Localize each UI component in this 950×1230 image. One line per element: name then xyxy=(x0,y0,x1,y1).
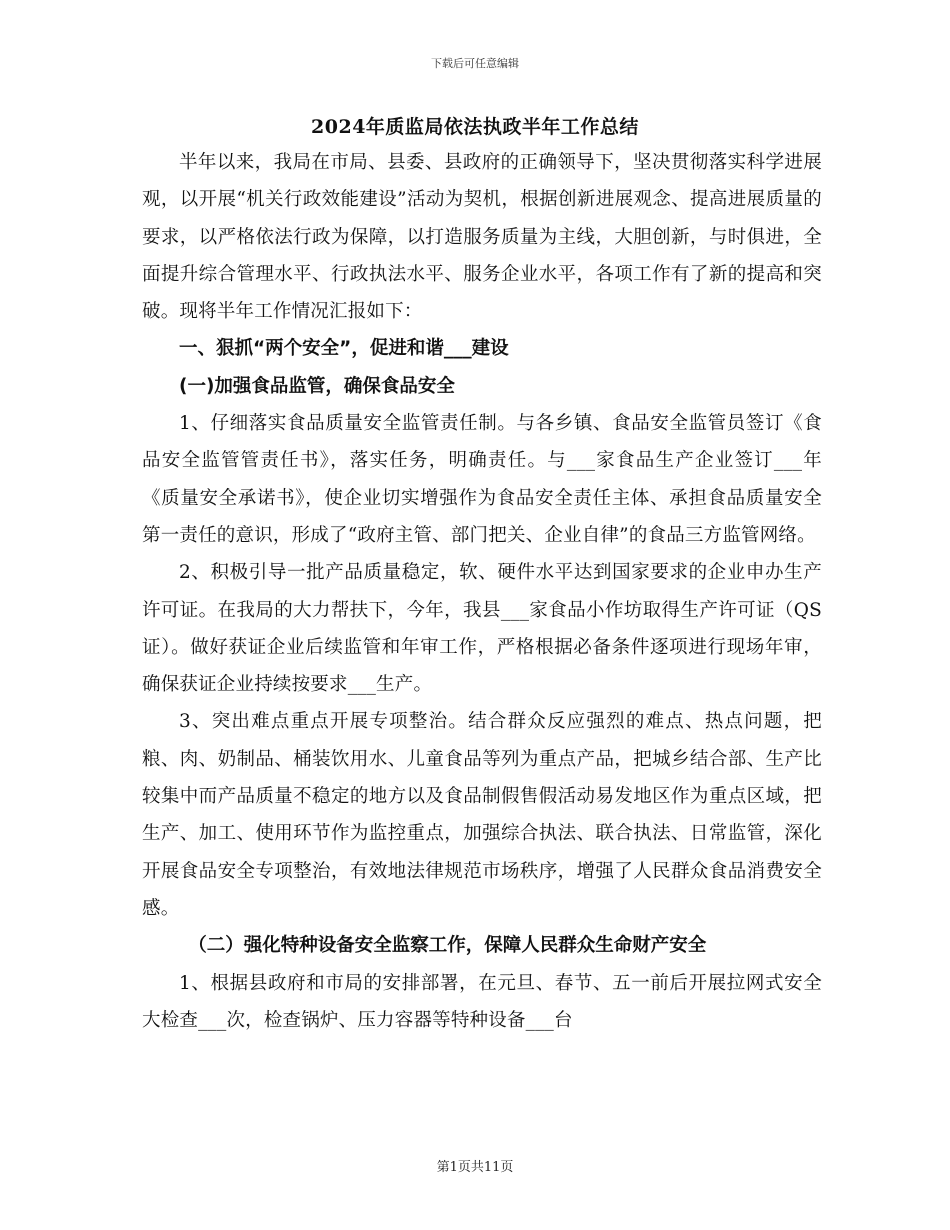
page-footer: 第1页共11页 xyxy=(436,1160,514,1175)
paragraph-item-4: 1、根据县政府和市局的安排部署，在元旦、春节、五一前后开展拉网式安全大检查___次，检查锅炉、压力容器等特种设备___台 xyxy=(142,972,822,1031)
intro-paragraph: 半年以来，我局在市局、县委、县政府的正确领导下，坚决贯彻落实科学进展观，以开展“机关行政效能建设”活动为契机，根据创新进展观念、提高进展质量的要求，以严格依法行政为保障，以打造服务质量为主线，大胆创新，与时俱进，全面提升综合管理水平、行政执法水平、服务企业水平，各项工作有了新的提高和突破。现将半年工作情况汇报如下： xyxy=(142,152,822,323)
section-heading-1: 一、狠抓“两个安全”，促进和谐___建设 xyxy=(179,338,509,360)
document-title: 2024年质监局依法执政半年工作总结 xyxy=(311,116,639,138)
document-body xyxy=(142,144,822,1039)
page-header-note: 下载后可任意编辑 xyxy=(431,57,519,70)
subsection-heading-2: （二）强化特种设备安全监察工作，保障人民群众生命财产安全 xyxy=(188,935,707,957)
subsection-heading-1: (一)加强食品监管，确保食品安全 xyxy=(179,375,455,397)
paragraph-item-2: 2、积极引导一批产品质量稳定，软、硬件水平达到国家要求的企业申办生产许可证。在我局的大力帮扶下，今年，我县___家食品小作坊取得生产许可证（QS证）。做好获证企业后续监管和年审工作，严格根据必备条件逐项进行现场年审，确保获证企业持续按要求___生产。 xyxy=(142,562,822,696)
paragraph-item-3: 3、突出难点重点开展专项整治。结合群众反应强烈的难点、热点问题，把粮、肉、奶制品、桶装饮用水、儿童食品等列为重点产品，把城乡结合部、生产比较集中而产品质量不稳定的地方以及食品制假售假活动易发地区作为重点区域，把生产、加工、使用环节作为监控重点，加强综合执法、联合执法、日常监管，深化开展食品安全专项整治，有效地法律规范市场秩序，增强了人民群众食品消费安全感。 xyxy=(142,711,822,919)
paragraph-item-1: 1、仔细落实食品质量安全监管责任制。与各乡镇、食品安全监管员签订《食品安全监管管责任书》，落实任务，明确责任。与___家食品生产企业签订___年《质量安全承诺书》，使企业切实增强作为食品安全责任主体、承担食品质量安全第一责任的意识，形成了“政府主管、部门把关、企业自律”的食品三方监管网络。 xyxy=(142,413,822,546)
